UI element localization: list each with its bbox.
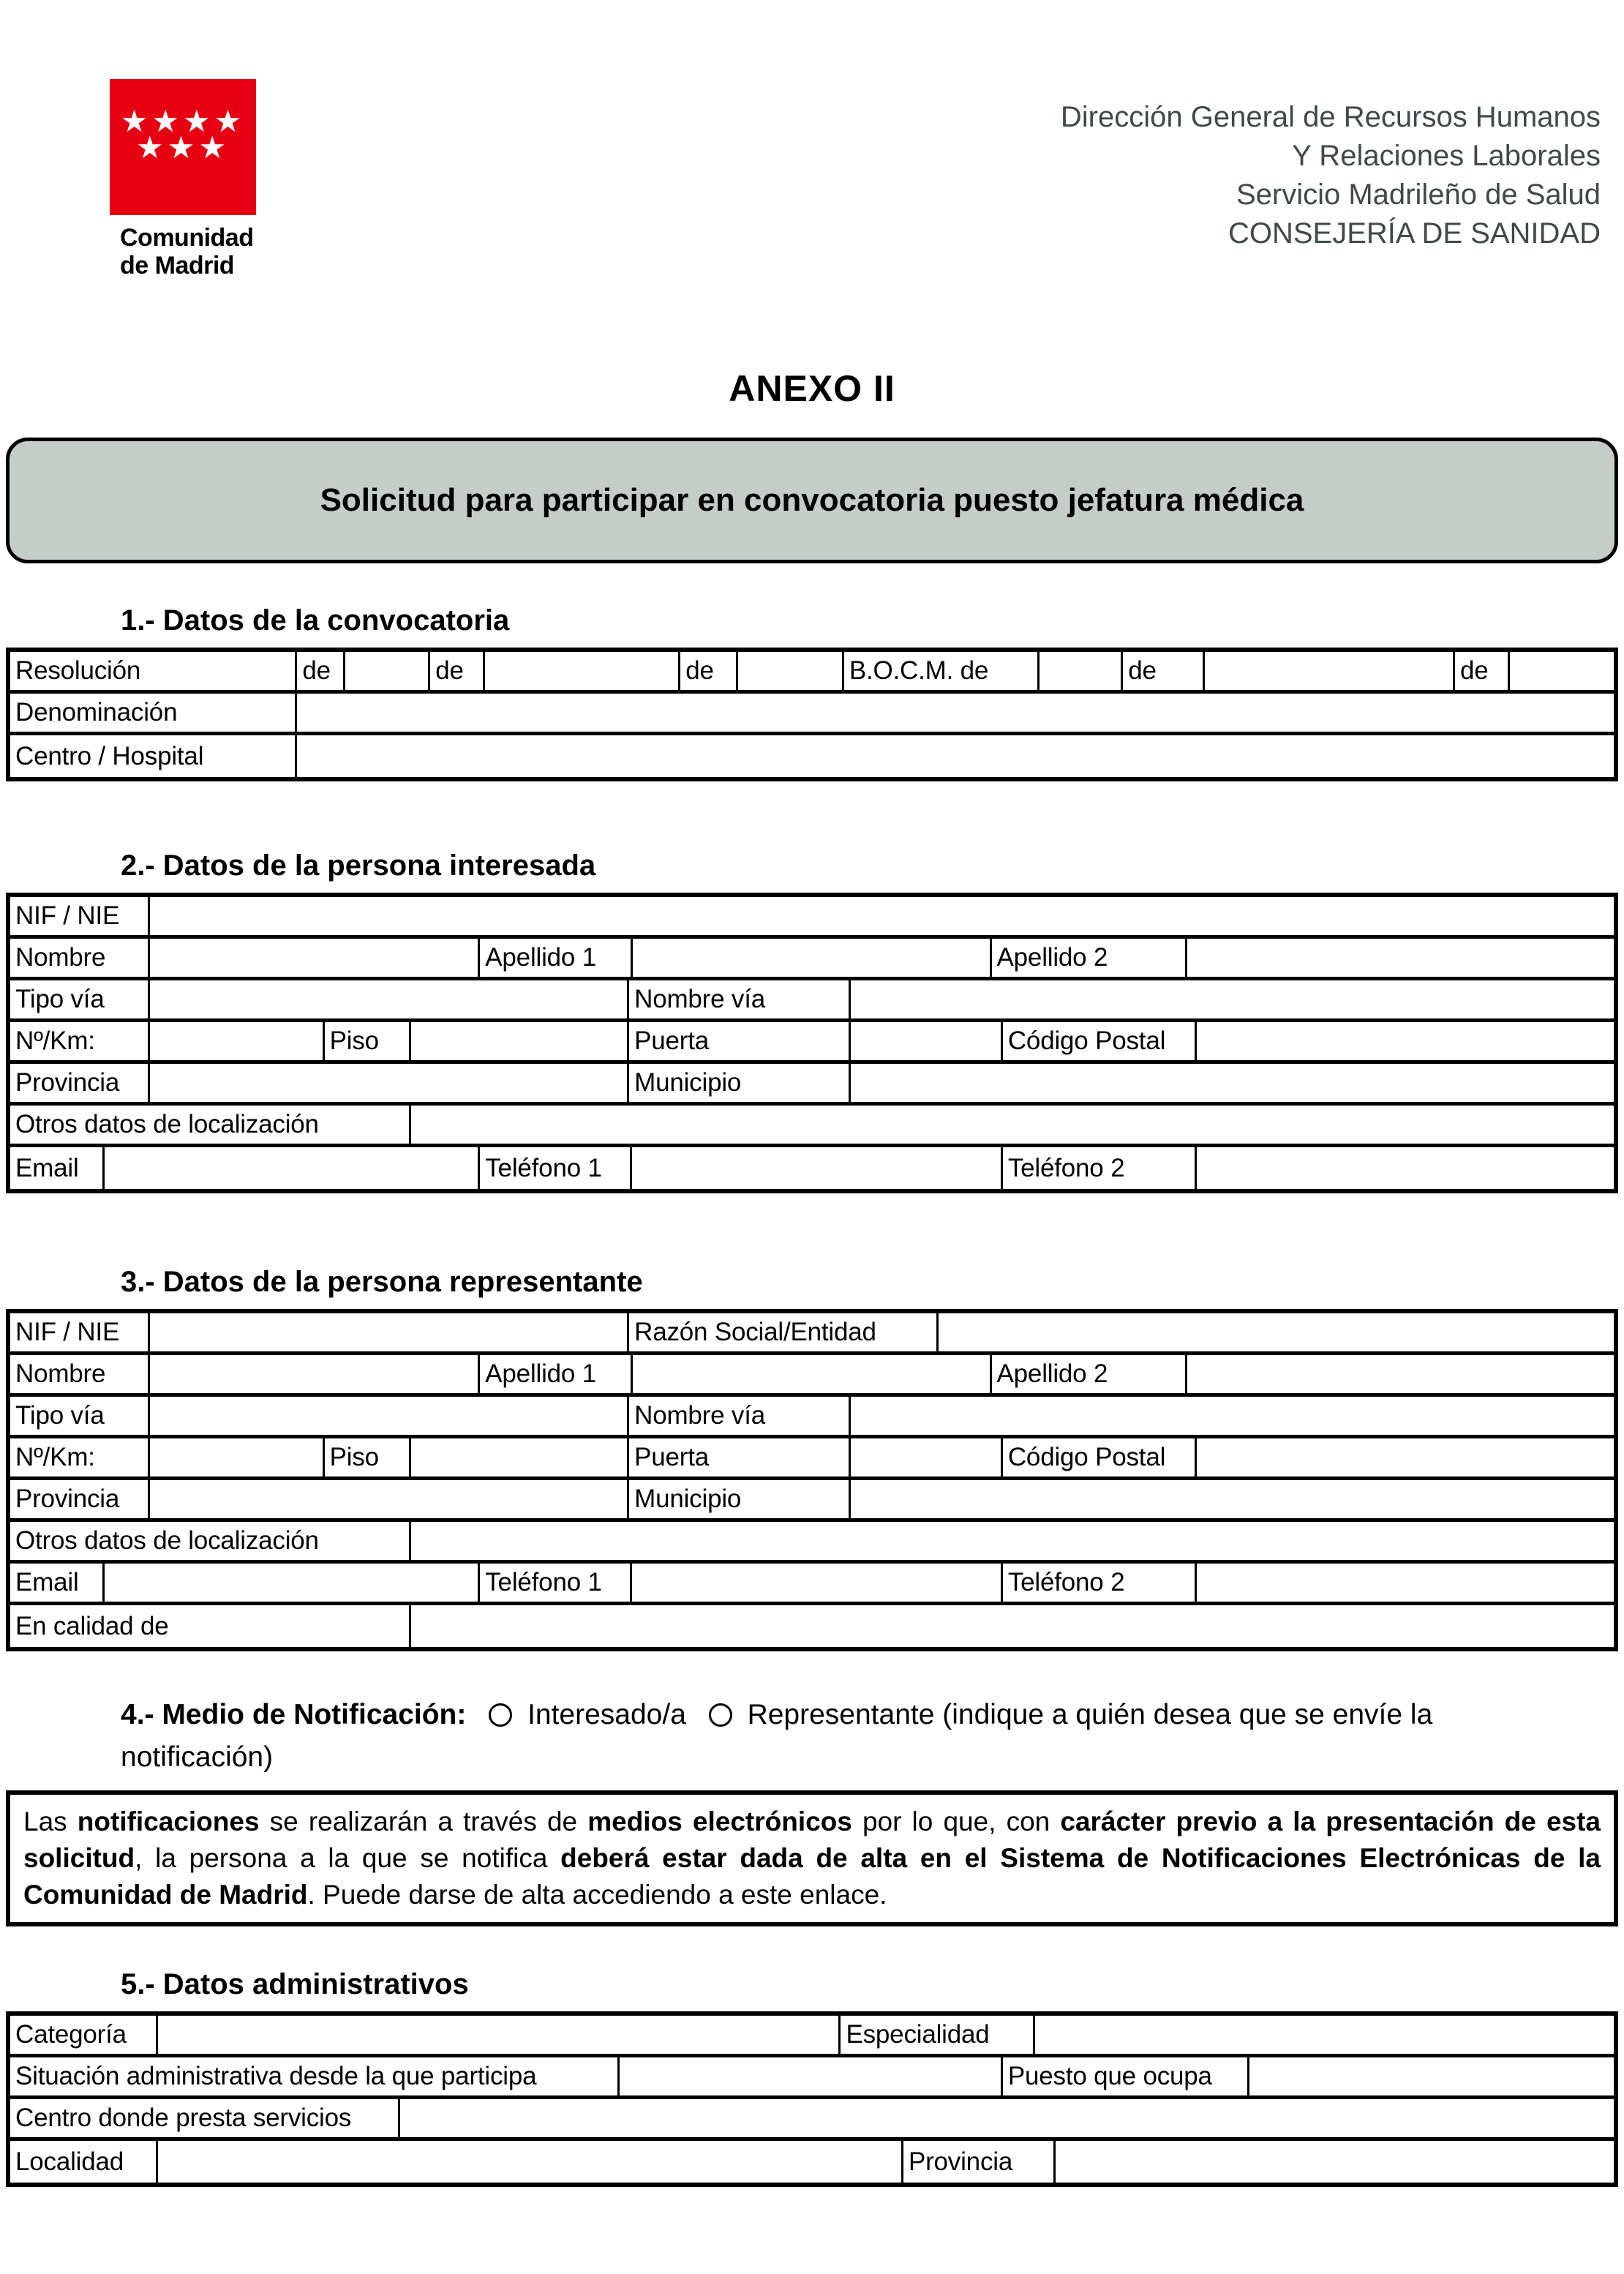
- p3-nombre-via-field[interactable]: [851, 1397, 1614, 1435]
- persona-interesada-row: [10, 1147, 1614, 1189]
- p3-razon-social-field[interactable]: [939, 1313, 1614, 1351]
- datos-convocatoria-row: [10, 735, 1614, 777]
- page-header: [0, 0, 1624, 279]
- resolucion-label: Resolución: [10, 652, 297, 690]
- p3-provincia-label: Provincia: [10, 1480, 150, 1518]
- p3-codigo-postal-field[interactable]: [1197, 1438, 1614, 1476]
- persona-representante-row: [10, 1480, 1614, 1522]
- section-2-table: [6, 893, 1618, 1193]
- situacion-administrativa-label: Situación administrativa desde la que participa: [10, 2057, 620, 2095]
- p2-telefono-2-field[interactable]: [1197, 1147, 1614, 1189]
- madrid-flag-icon: [110, 79, 256, 215]
- persona-interesada-row: [10, 1022, 1614, 1064]
- p2-email-label: Email: [10, 1147, 105, 1189]
- p3-en-calidad-de-field[interactable]: [411, 1605, 1614, 1647]
- p3-telefono-1-label: Teléfono 1: [480, 1564, 632, 1602]
- persona-representante-row: [10, 1564, 1614, 1605]
- categoria-field[interactable]: [158, 2016, 841, 2054]
- datos-convocatoria-row: [10, 694, 1614, 735]
- p3-puerta-label: Puerta: [629, 1438, 850, 1476]
- p2-apellido-2-label: Apellido 2: [992, 939, 1187, 977]
- p2-apellido-1-field[interactable]: [633, 939, 992, 977]
- p3-otros-datos-label: Otros datos de localización: [10, 1522, 411, 1560]
- persona-interesada-row: [10, 1064, 1614, 1106]
- p2-municipio-field[interactable]: [851, 1064, 1614, 1102]
- org-line: Servicio Madrileño de Salud: [1236, 179, 1601, 211]
- p2-telefono-1-field[interactable]: [632, 1147, 1002, 1189]
- localidad-field[interactable]: [158, 2141, 903, 2183]
- centro-hospital-field[interactable]: [297, 735, 1614, 777]
- centro-hospital-label: Centro / Hospital: [10, 735, 297, 777]
- bocm-anio-field[interactable]: [1510, 652, 1614, 690]
- resolucion-de-2-label: de: [430, 652, 485, 690]
- p3-email-label: Email: [10, 1564, 105, 1602]
- org-line: CONSEJERÍA DE SANIDAD: [1228, 217, 1601, 249]
- p3-en-calidad-de-label: En calidad de: [10, 1605, 411, 1647]
- p2-provincia-label: Provincia: [10, 1064, 150, 1102]
- p2-nombre-via-label: Nombre vía: [629, 980, 850, 1018]
- section-5-heading: 5.- Datos administrativos: [121, 1968, 469, 2000]
- section-5-table: [6, 2011, 1618, 2187]
- centro-presta-servicios-field[interactable]: [400, 2099, 1614, 2137]
- p3-apellido-1-field[interactable]: [633, 1355, 992, 1393]
- p3-nombre-label: Nombre: [10, 1355, 150, 1393]
- p3-telefono-2-label: Teléfono 2: [1003, 1564, 1197, 1602]
- logo-caption: [110, 224, 256, 279]
- bocm-dia-field[interactable]: [1040, 652, 1123, 690]
- p2-otros-datos-field[interactable]: [411, 1106, 1614, 1144]
- p3-nombre-via-label: Nombre vía: [629, 1397, 850, 1435]
- resolucion-de-3-label: de: [680, 652, 738, 690]
- p2-num-km-label: Nº/Km:: [10, 1022, 150, 1060]
- org-line: Y Relaciones Laborales: [1292, 140, 1601, 172]
- notice-text-segment: medios electrónicos: [587, 1806, 852, 1836]
- provincia-admin-field[interactable]: [1056, 2141, 1614, 2183]
- logo-stars-row1: ★★★★: [120, 104, 246, 138]
- notice-text-segment: se realizarán a través de: [259, 1806, 588, 1836]
- persona-representante-row: [10, 1397, 1614, 1438]
- p3-piso-field[interactable]: [411, 1438, 629, 1476]
- datos-administrativos-row: [10, 2141, 1614, 2183]
- datos-convocatoria-row: [10, 652, 1614, 694]
- bocm-de-2-label: de: [1123, 652, 1205, 690]
- radio-representante[interactable]: [709, 1703, 732, 1727]
- persona-representante-row: [10, 1522, 1614, 1564]
- p3-nif-nie-field[interactable]: [150, 1313, 629, 1351]
- p2-tipo-via-field[interactable]: [150, 980, 629, 1018]
- resolucion-de-1-label: de: [297, 652, 345, 690]
- especialidad-label: Especialidad: [841, 2016, 1034, 2054]
- org-line: Dirección General de Recursos Humanos: [1060, 101, 1601, 133]
- section-1-table: [6, 648, 1618, 781]
- p2-tipo-via-label: Tipo vía: [10, 980, 150, 1018]
- radio-interesado-label: Interesado/a: [527, 1699, 686, 1730]
- p2-nombre-via-field[interactable]: [851, 980, 1614, 1018]
- datos-administrativos-row: [10, 2099, 1614, 2141]
- p3-provincia-field[interactable]: [150, 1480, 629, 1518]
- p3-codigo-postal-label: Código Postal: [1003, 1438, 1197, 1476]
- categoria-label: Categoría: [10, 2016, 158, 2054]
- notice-text-segment: carácter previo a la presentación de esta solicitud: [23, 1806, 1601, 1873]
- p2-municipio-label: Municipio: [629, 1064, 850, 1102]
- persona-interesada-row: [10, 939, 1614, 980]
- notice-text-segment: notificaciones: [77, 1806, 260, 1836]
- persona-interesada-row: [10, 980, 1614, 1022]
- logo-caption-line2: de Madrid: [120, 252, 235, 279]
- p3-tipo-via-field[interactable]: [150, 1397, 629, 1435]
- p3-apellido-2-field[interactable]: [1187, 1355, 1614, 1393]
- p2-num-km-field[interactable]: [150, 1022, 325, 1060]
- datos-administrativos-row: [10, 2057, 1614, 2099]
- p3-telefono-1-field[interactable]: [632, 1564, 1002, 1602]
- denominacion-field[interactable]: [297, 694, 1614, 732]
- p3-nif-nie-label: NIF / NIE: [10, 1313, 150, 1351]
- p2-telefono-1-label: Teléfono 1: [480, 1147, 632, 1189]
- p2-puerta-field[interactable]: [851, 1022, 1003, 1060]
- persona-interesada-row: [10, 1106, 1614, 1147]
- persona-representante-row: [10, 1355, 1614, 1397]
- org-block: [1061, 79, 1601, 253]
- resolucion-mes-field[interactable]: [485, 652, 680, 690]
- subtitle-box: [6, 438, 1618, 563]
- p2-nombre-label: Nombre: [10, 939, 150, 977]
- p2-nif-nie-label: NIF / NIE: [10, 897, 150, 935]
- logo-caption-line1: Comunidad: [120, 224, 254, 252]
- p2-nif-nie-field[interactable]: [150, 897, 1614, 935]
- bocm-de-3-label: de: [1455, 652, 1510, 690]
- p2-otros-datos-label: Otros datos de localización: [10, 1106, 411, 1144]
- especialidad-field[interactable]: [1035, 2016, 1614, 2054]
- resolucion-anio-field[interactable]: [738, 652, 844, 690]
- p3-municipio-label: Municipio: [629, 1480, 850, 1518]
- situacion-administrativa-field[interactable]: [620, 2057, 1003, 2095]
- persona-interesada-row: [10, 897, 1614, 939]
- p3-num-km-field[interactable]: [150, 1438, 325, 1476]
- p2-codigo-postal-label: Código Postal: [1003, 1022, 1197, 1060]
- p2-apellido-1-label: Apellido 1: [480, 939, 632, 977]
- notice-text-segment: Las: [23, 1806, 78, 1836]
- p3-num-km-label: Nº/Km:: [10, 1438, 150, 1476]
- notice-text-segment: por lo que, con: [852, 1806, 1061, 1836]
- notice-box: [6, 1790, 1618, 1926]
- p2-piso-field[interactable]: [411, 1022, 629, 1060]
- p3-municipio-field[interactable]: [851, 1480, 1614, 1518]
- madrid-logo: [110, 79, 256, 279]
- persona-representante-row: [10, 1438, 1614, 1480]
- p3-apellido-2-label: Apellido 2: [992, 1355, 1187, 1393]
- section-1-heading: 1.- Datos de la convocatoria: [121, 604, 510, 637]
- provincia-admin-label: Provincia: [903, 2141, 1056, 2183]
- localidad-label: Localidad: [10, 2141, 158, 2183]
- subtitle-text: Solicitud para participar en convocatoria puesto jefatura médica: [320, 482, 1304, 518]
- radio-interesado[interactable]: [489, 1703, 512, 1727]
- notice-text-segment: . Puede darse de alta accediendo a este enlace.: [307, 1880, 887, 1910]
- p2-nombre-field[interactable]: [150, 939, 481, 977]
- persona-representante-row: [10, 1313, 1614, 1355]
- section-3-heading: 3.- Datos de la persona representante: [121, 1266, 643, 1298]
- p3-puerta-field[interactable]: [851, 1438, 1003, 1476]
- p2-telefono-2-label: Teléfono 2: [1003, 1147, 1197, 1189]
- p3-razon-social-label: Razón Social/Entidad: [629, 1313, 939, 1351]
- puesto-que-ocupa-field[interactable]: [1249, 2057, 1614, 2095]
- p2-piso-label: Piso: [325, 1022, 411, 1060]
- p3-otros-datos-field[interactable]: [411, 1522, 1614, 1560]
- p3-apellido-1-label: Apellido 1: [480, 1355, 632, 1393]
- page-title: ANEXO II: [729, 368, 895, 409]
- p2-apellido-2-field[interactable]: [1187, 939, 1614, 977]
- p2-email-field[interactable]: [105, 1147, 480, 1189]
- resolucion-dia-field[interactable]: [345, 652, 430, 690]
- radio-representante-label: Representante: [747, 1699, 935, 1730]
- datos-administrativos-row: [10, 2016, 1614, 2057]
- notification-suffix: (indique a quién desea que se envíe la notificación): [121, 1699, 1433, 1773]
- notification-block: [121, 1694, 1542, 1779]
- section-4-heading: 4.- Medio de Notificación:: [121, 1699, 467, 1730]
- puesto-que-ocupa-label: Puesto que ocupa: [1003, 2057, 1250, 2095]
- p2-provincia-field[interactable]: [150, 1064, 629, 1102]
- p3-nombre-field[interactable]: [150, 1355, 481, 1393]
- p3-tipo-via-label: Tipo vía: [10, 1397, 150, 1435]
- denominacion-label: Denominación: [10, 694, 297, 732]
- bocm-mes-field[interactable]: [1205, 652, 1455, 690]
- p3-piso-label: Piso: [325, 1438, 411, 1476]
- persona-representante-row: [10, 1605, 1614, 1647]
- p3-email-field[interactable]: [105, 1564, 480, 1602]
- section-2-heading: 2.- Datos de la persona interesada: [121, 849, 596, 882]
- p2-puerta-label: Puerta: [629, 1022, 850, 1060]
- centro-presta-servicios-label: Centro donde presta servicios: [10, 2099, 400, 2137]
- notice-text-segment: , la persona a la que se notifica: [135, 1843, 561, 1873]
- p2-codigo-postal-field[interactable]: [1197, 1022, 1614, 1060]
- section-3-table: [6, 1309, 1618, 1651]
- notice-text-segment: deberá estar dada de alta en el Sistema de Notificaciones Electrónicas de la Comunidad de Madrid: [23, 1843, 1601, 1910]
- bocm-de-1-label: B.O.C.M. de: [844, 652, 1040, 690]
- logo-stars-row2: ★★★: [136, 130, 230, 165]
- p3-telefono-2-field[interactable]: [1197, 1564, 1614, 1602]
